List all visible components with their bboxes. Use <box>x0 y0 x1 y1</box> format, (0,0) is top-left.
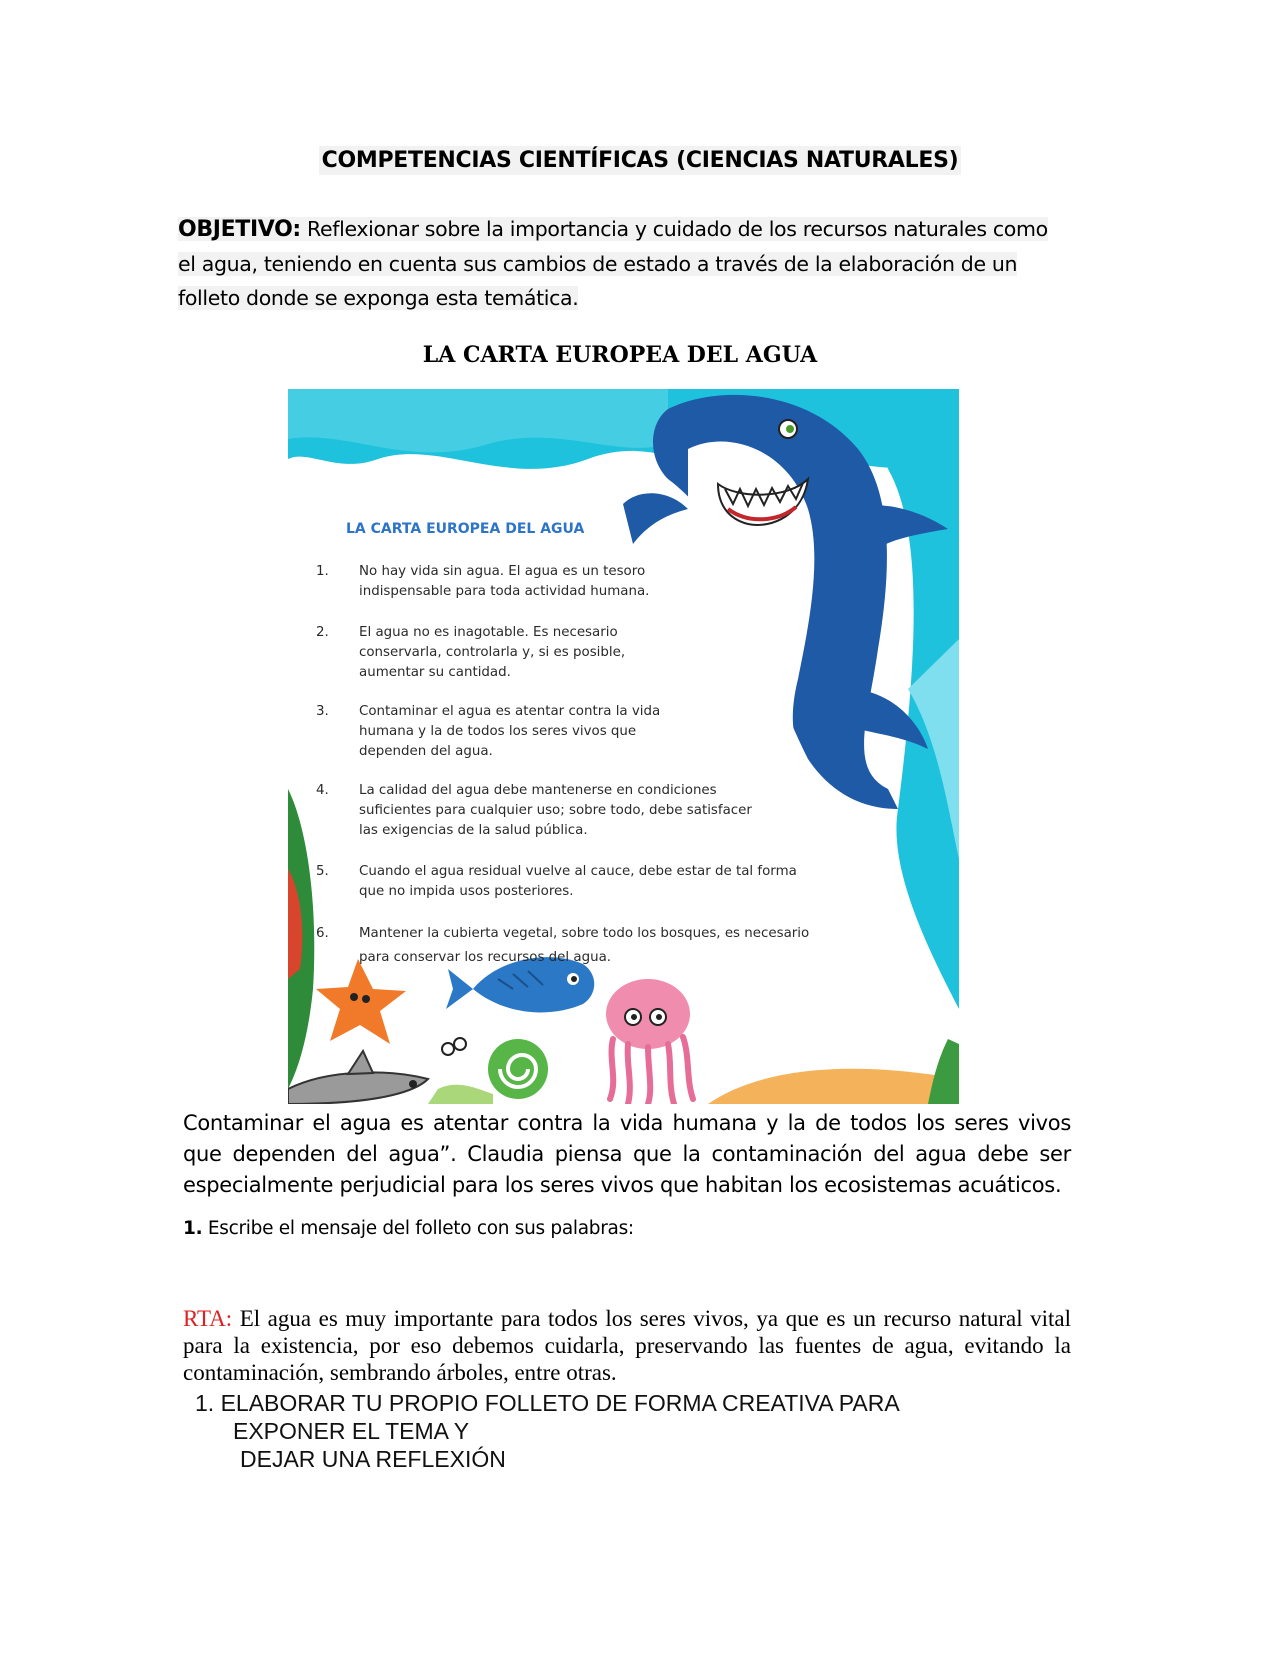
task-line-1: 1. ELABORAR TU PROPIO FOLLETO DE FORMA CREATIVA PARA <box>195 1390 900 1416</box>
objective-label: OBJETIVO: <box>178 217 301 242</box>
question-number: 1. <box>183 1218 203 1239</box>
document-title-text: COMPETENCIAS CIENTÍFICAS (CIENCIAS NATURALES) <box>319 146 962 175</box>
body-paragraph: Contaminar el agua es atentar contra la vida humana y la de todos los seres vivos que dependen del agua”. Claudia piensa que la contaminación del agua debe ser especialmente perjudicial para los seres vivos que habitan los ecosistemas acuáticos. <box>183 1111 1071 1197</box>
poster-item: 1. No hay vida sin agua. El agua es un tesoro indispensable para toda actividad humana. <box>316 564 650 599</box>
sand-bottom <box>708 1069 959 1104</box>
grey-shark-illustration <box>288 1051 428 1104</box>
objective-line-2: el agua, teniendo en cuenta sus cambios de estado a través de la elaboración de un <box>178 252 1018 276</box>
seaweed-right <box>928 1039 959 1104</box>
poster-title: LA CARTA EUROPEA DEL AGUA <box>346 521 585 537</box>
task-instruction <box>195 1389 900 1473</box>
question-text: Escribe el mensaje del folleto con sus palabras: <box>202 1218 634 1239</box>
poster-item: 4. La calidad del agua debe mantenerse en condiciones suficientes para cualquier uso; sobre todo, debe satisfacer las exigencias de la salud pública. <box>316 783 752 838</box>
poster-item: 3. Contaminar el agua es atentar contra la vida humana y la de todos los seres vivos que dependen del agua. <box>316 704 661 759</box>
snail-illustration <box>428 1038 548 1104</box>
objective-line-1: OBJETIVO: Reflexionar sobre la importancia y cuidado de los recursos naturales como <box>178 217 1048 242</box>
task-line-3: DEJAR UNA REFLEXIÓN <box>240 1446 506 1472</box>
starfish-illustration <box>316 959 406 1044</box>
task-line-2: EXPONER EL TEMA Y <box>233 1418 470 1444</box>
answer-paragraph <box>183 1305 1071 1386</box>
water-charter-poster <box>288 389 959 1104</box>
section-subtitle: LA CARTA EUROPEA DEL AGUA <box>422 342 818 368</box>
poster-item: 5. Cuando el agua residual vuelve al cauce, debe estar de tal forma que no impida usos posteriores. <box>316 864 797 899</box>
answer-label: RTA: <box>183 1306 233 1331</box>
octopus-illustration <box>606 979 693 1104</box>
objective-line-3: folleto donde se exponga esta temática. <box>178 286 579 310</box>
poster-item: 2. El agua no es inagotable. Es necesario conservarla, controlarla y, si es posible, aumentar su cantidad. <box>316 625 626 680</box>
document-title <box>0 148 1280 173</box>
objective-paragraph <box>178 212 1078 315</box>
poster-item: 6. Mantener la cubierta vegetal, sobre todo los bosques, es necesario para conservar los recursos del agua. <box>316 926 810 965</box>
answer-text: El agua es muy importante para todos los seres vivos, ya que es un recurso natural vital para la existencia, por eso debemos cuidarla, preservando las fuentes de agua, evitando la contaminación, sembrando árboles, entre otras. <box>183 1306 1071 1385</box>
question-1 <box>183 1218 634 1239</box>
